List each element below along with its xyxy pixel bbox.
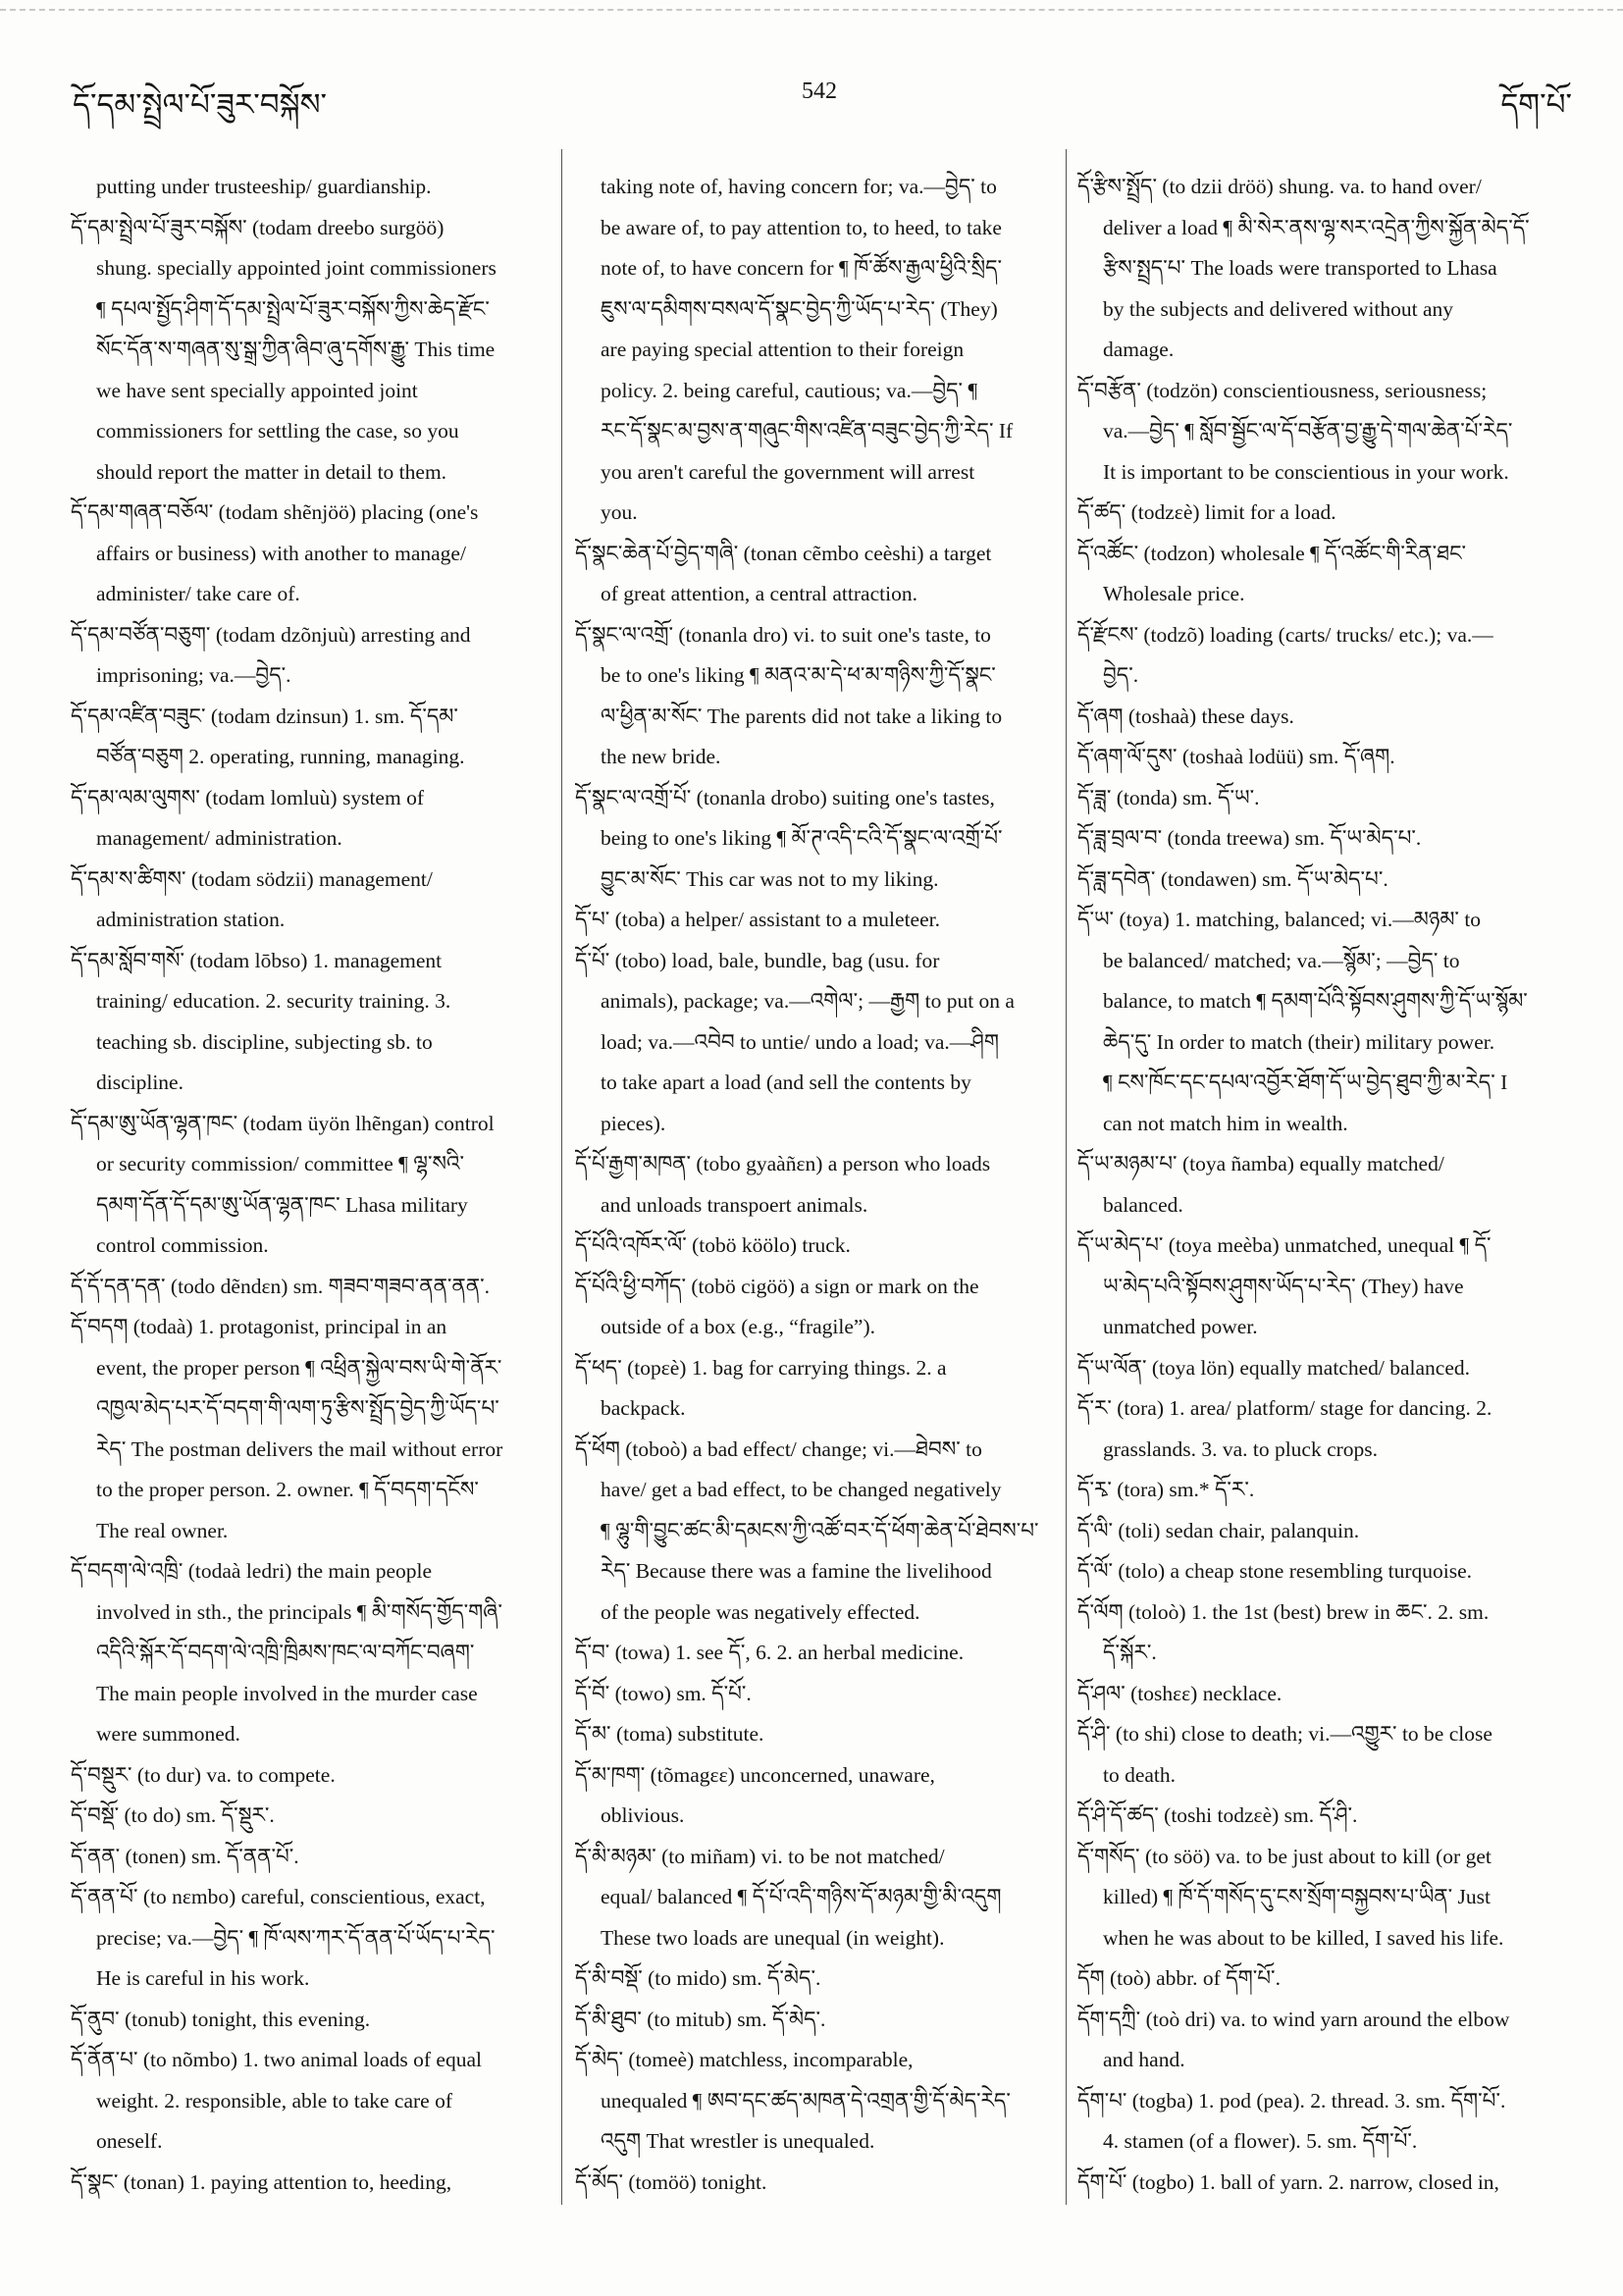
entry-headword-line: དོ་ར་ (tora) 1. area/ platform/ stage for dancing. 2. xyxy=(1077,1396,1492,1420)
entry-headword-line: དོ་ཤི་དོ་ཚད་ (toshi todzεè) sm. དོ་ཤི་. xyxy=(1077,1803,1358,1827)
entry-text-line: weight. 2. responsible, able to take care of xyxy=(96,2088,452,2113)
entry-headword-line: དོ་བསྡོ་ (to do) sm. དོ་སྡུར་. xyxy=(71,1803,275,1827)
dictionary-entry xyxy=(1077,818,1574,860)
entry-headword-line: དོ་མི་མཉམ་ (to miñam) vi. to be not matched/ xyxy=(575,1844,945,1868)
entry-text-line: and hand. xyxy=(1103,2048,1185,2071)
dictionary-entry xyxy=(575,534,1052,615)
entry-text-line: to death. xyxy=(1103,1762,1177,1787)
dictionary-entry xyxy=(575,1958,1052,2000)
entry-headword-line: དོ་ཡ་ (toya) 1. matching, balanced; vi.—མཉམ་ to xyxy=(1077,908,1482,931)
entry-headword-line: དོ་པ་ (toba) a helper/ assistant to a muleteer. xyxy=(575,908,940,931)
dictionary-entry xyxy=(1077,615,1574,697)
dictionary-entry xyxy=(575,1144,1052,1226)
entry-text-line: you aren't careful the government will arrest xyxy=(601,459,975,484)
running-head-right: དོག་པོ་ xyxy=(1500,87,1572,122)
entry-text-line: by the subjects and delivered without any xyxy=(1103,296,1454,321)
dictionary-entry xyxy=(1077,900,1574,1144)
entry-text-line: རང་དོ་སྣང་མ་བྱས་ན་གཞུང་གིས་འཛིན་བཟུང་བྱེད་ཀྱི་རེད་ If xyxy=(601,419,1014,443)
entry-headword-line: དོ་བསྡུར་ (to dur) va. to compete. xyxy=(71,1762,336,1787)
entry-text-line: be balanced/ matched; va.—སྙོམ་; —བྱེད་ to xyxy=(1103,948,1460,972)
entry-text-line: The main people involved in the murder case xyxy=(96,1681,478,1705)
entry-headword-line: དོ་བ་ (towa) 1. see དོ་, 6. 2. an herbal medicine. xyxy=(575,1641,965,1664)
entry-text-line: load; va.—འབེབ to untie/ undo a load; va.—ཤིག xyxy=(601,1029,1000,1054)
entry-text-line: oblivious. xyxy=(601,1803,685,1827)
entry-headword-line: དོ་པོའི་འཁོར་ལོ་ (tobö köölo) truck. xyxy=(575,1233,851,1257)
dictionary-entry xyxy=(71,1551,544,1755)
dictionary-entry xyxy=(1077,737,1574,778)
entry-text-line: policy. 2. being careful, cautious; va.—བྱེད་ ¶ xyxy=(601,378,978,402)
running-head-left: དོ་དམ་སྤྲེལ་པོ་ཟུར་བསྐོས་ xyxy=(73,87,328,122)
dictionary-entry xyxy=(1077,778,1574,819)
entry-text-line: be aware of, to pay attention to, to heed, to take xyxy=(601,215,1002,239)
entry-headword-line: དོ་དམ་བཙོན་བཅུག་ (todam dzõnjuù) arresting and xyxy=(71,622,471,647)
entry-headword-line: དོ་རྭ་ (tora) sm.* དོ་ར་. xyxy=(1077,1478,1255,1501)
dictionary-entry xyxy=(71,1755,544,1797)
dictionary-entry xyxy=(1077,2163,1574,2204)
dictionary-entry xyxy=(575,615,1052,778)
entry-text-line: ཆེད་དུ་ In order to match (their) military power. xyxy=(1103,1029,1495,1054)
dictionary-entry xyxy=(1077,1226,1574,1348)
dictionary-entry xyxy=(71,615,544,697)
entry-text-line: were summoned. xyxy=(96,1722,240,1746)
entry-text-line: དམག་དོན་དོ་དམ་ཨུ་ཡོན་ལྷན་ཁང་ Lhasa military xyxy=(96,1192,468,1217)
entry-headword-line: དོ་ཟླ་ (tonda) sm. དོ་ཡ་. xyxy=(1077,785,1260,809)
entry-headword-line: དོ་ཚད་ (todzεè) limit for a load. xyxy=(1077,500,1336,524)
column-divider-1 xyxy=(561,149,562,2205)
dictionary-entry xyxy=(1077,1470,1574,1511)
entry-text-line: should report the matter in detail to them. xyxy=(96,459,447,484)
entry-text-line: backpack. xyxy=(601,1396,686,1420)
entry-headword-line: དོ་ཕད་ (topεè) 1. bag for carrying things. 2. a xyxy=(575,1355,947,1380)
dictionary-entry xyxy=(71,1307,544,1551)
entry-text-line: These two loads are unequal (in weight). xyxy=(601,1925,945,1950)
entry-text-line: teaching sb. discipline, subjecting sb. to xyxy=(96,1029,433,1054)
entry-text-line: བཙོན་བཅུག 2. operating, running, managing. xyxy=(96,745,465,768)
entry-text-line: The real owner. xyxy=(96,1518,229,1542)
dictionary-entry xyxy=(575,1755,1052,1837)
page-number: 542 xyxy=(802,78,837,104)
entry-text-line: taking note of, having concern for; va.—བྱེད་ to xyxy=(601,175,997,198)
entry-text-line: of great attention, a central attraction. xyxy=(601,582,917,605)
entry-text-line: He is careful in his work. xyxy=(96,1966,310,1990)
entry-text-line: when he was about to be killed, I saved his life. xyxy=(1103,1925,1504,1950)
entry-headword-line: དོ་དམ་འཛིན་བཟུང་ (todam dzinsun) 1. sm. དོ་དམ་ xyxy=(71,704,458,728)
dictionary-entry xyxy=(575,2163,1052,2204)
dictionary-entry xyxy=(575,2040,1052,2163)
entry-text-line: 4. stamen (of a flower). 5. sm. དོག་པོ་. xyxy=(1103,2129,1418,2153)
entry-text-line: to take apart a load (and sell the contents by xyxy=(601,1070,971,1094)
entry-text-line: unequaled ¶ ཨབ་དང་ཚད་མཁན་དེ་འགྲན་གྱི་དོ་མེད་རེད་ xyxy=(601,2088,1011,2113)
dictionary-entry xyxy=(575,900,1052,941)
entry-headword-line: དོ་ལོག (toloò) 1. the 1st (best) brew in ཆང་. 2. sm. xyxy=(1077,1599,1490,1624)
entry-text-line: བྱེད་. xyxy=(1103,663,1139,687)
entry-text-line: རྩིས་སྤྲད་པ་ The loads were transported to Lhasa xyxy=(1103,256,1497,280)
entry-text-line: oneself. xyxy=(96,2129,163,2153)
entry-text-line: ¶ དཔལ་སྤྱོད་ཤིག་དོ་དམ་སྤྲེལ་པོ་ཟུར་བསྐོས་ཀྱིས་ཆེད་རྫོང་ xyxy=(96,296,490,321)
entry-headword-line: དོ་སྣང་ཆེན་པོ་བྱེད་གཞི་ (tonan cẽmbo ceèshi) a target xyxy=(575,541,992,565)
dictionary-entry xyxy=(575,1267,1052,1348)
entry-text-line: རེད་ Because there was a famine the livelihood xyxy=(601,1559,992,1583)
dictionary-entry xyxy=(1077,1551,1574,1592)
entry-headword-line: དོ་དམ་ལམ་ལུགས་ (todam lomluù) system of xyxy=(71,785,424,809)
entry-headword-line: དོ་བརྩོན་ (todzön) conscientiousness, seriousness; xyxy=(1077,378,1488,402)
dictionary-entry xyxy=(575,2000,1052,2041)
entry-headword-line: དོ་སྣང་ (tonan) 1. paying attention to, heeding, xyxy=(71,2169,452,2194)
entry-headword-line: དོ་ཤལ་ (toshεε) necklace. xyxy=(1077,1681,1283,1705)
column-3 xyxy=(1077,167,1574,2218)
column-1 xyxy=(71,167,544,2218)
dictionary-entry xyxy=(71,1104,544,1267)
entry-headword-line: དོ་བདག་ལེ་འཁྲི་ (todaà ledri) the main people xyxy=(71,1559,433,1583)
dictionary-entry xyxy=(1077,1511,1574,1552)
entry-headword-line: དོ་དམ་སློབ་གསོ་ (todam lōbso) 1. management xyxy=(71,948,443,972)
entry-headword-line: དོ་མོད་ (tomöö) tonight. xyxy=(575,2169,767,2194)
dictionary-entry xyxy=(1077,1144,1574,1226)
entry-text-line: སོང་དོན་ས་གཞན་སུ་སྒྲ་ཀྱིན་ཞིབ་ཞུ་དགོས་རྒྱུ་ This time xyxy=(96,338,496,361)
entry-text-line: control commission. xyxy=(96,1233,269,1257)
dictionary-entry xyxy=(1077,371,1574,494)
entry-headword-line: དོ་ནན་ (tonen) sm. དོ་ནན་པོ་. xyxy=(71,1844,299,1868)
dictionary-entry xyxy=(575,1674,1052,1715)
entry-text-line: have/ get a bad effect, to be changed negatively xyxy=(601,1478,1002,1501)
entry-headword-line: དོ་ནོན་པ་ (to nõmbo) 1. two animal loads of equal xyxy=(71,2048,482,2071)
entry-text-line: outside of a box (e.g., “fragile”). xyxy=(601,1315,875,1338)
entry-text-line: pieces). xyxy=(601,1111,666,1135)
entry-headword-line: དོ་སྣང་ལ་འགྲོ་ (tonanla dro) vi. to suit one's taste, to xyxy=(575,622,991,647)
dictionary-entry xyxy=(1077,1714,1574,1796)
entry-text-line: of the people was negatively effected. xyxy=(601,1599,920,1624)
dictionary-entry xyxy=(1077,2000,1574,2081)
entry-text-line: balanced. xyxy=(1103,1192,1183,1217)
entry-text-line: deliver a load ¶ མི་སེར་ནས་ལྷ་སར་འདྲེན་ཀྱིས་སྐྱོན་མེད་དོ་ xyxy=(1103,215,1530,239)
dictionary-entry xyxy=(71,2163,544,2204)
entry-text-line: being to one's liking ¶ མོ་ཊ་འདི་ངའི་དོ་སྣང་ལ་འགྲོ་པོ་ xyxy=(601,826,1003,850)
entry-text-line: note of, to have concern for ¶ ཁོ་ཚོས་རྒྱལ་ཕྱིའི་སྲིད་ xyxy=(601,256,1003,280)
dictionary-entry xyxy=(71,778,544,860)
dictionary-entry xyxy=(575,941,1052,1145)
entry-text-line: we have sent specially appointed joint xyxy=(96,378,418,402)
entry-headword-line: དོ་མི་ཐུབ་ (to mitub) sm. དོ་མེད་. xyxy=(575,2007,826,2031)
dictionary-entry xyxy=(1077,167,1574,371)
entry-headword-line: དོ་དམ་ས་ཚིགས་ (todam södzii) management/ xyxy=(71,866,433,891)
dictionary-entry xyxy=(1077,1348,1574,1389)
entry-headword-line: དོ་ནུབ་ (tonub) tonight, this evening. xyxy=(71,2007,371,2031)
entry-text-line: management/ administration. xyxy=(96,826,342,850)
entry-text-line: damage. xyxy=(1103,338,1175,361)
entry-headword-line: དོ་བོ་ (towo) sm. དོ་པོ་. xyxy=(575,1681,752,1705)
dictionary-entry xyxy=(575,1348,1052,1430)
dictionary-entry xyxy=(71,167,544,208)
entry-text-line: ¶ ལྷུ་གི་བྱུང་ཚང་མི་དམངས་ཀྱི་འཚོ་བར་དོ་ཕོག་ཆེན་པོ་ཐེབས་པ་ xyxy=(601,1518,1039,1542)
entry-text-line: va.—བྱེད་ ¶ སློབ་སྦྱོང་ལ་དོ་བརྩོན་བྱ་རྒྱུ་དེ་གལ་ཆེན་པོ་རེད་ xyxy=(1103,419,1513,443)
dictionary-entry xyxy=(1077,1958,1574,2000)
entry-text-line: imprisoning; va.—བྱེད་. xyxy=(96,663,291,687)
entry-text-line: It is important to be conscientious in your work. xyxy=(1103,459,1509,484)
entry-headword-line: དོ་པོའི་ཕྱི་བཀོད་ (tobö cigöö) a sign or mark on the xyxy=(575,1274,979,1298)
dictionary-entry xyxy=(1077,1837,1574,1959)
entry-text-line: putting under trusteeship/ guardianship. xyxy=(96,175,432,198)
dictionary-entry xyxy=(71,208,544,494)
entry-headword-line: དོ་མ་ཁག་ (tõmagεε) unconcerned, unaware, xyxy=(575,1762,935,1787)
entry-text-line: you. xyxy=(601,500,638,524)
entry-text-line: ལ་ཕྱིན་མ་སོང་ The parents did not take a liking to xyxy=(601,704,1003,728)
entry-headword-line: དོ་རྫོངས་ (todzõ) loading (carts/ trucks/ etc.); va.— xyxy=(1077,622,1493,647)
entry-text-line: equal/ balanced ¶ དོ་པོ་འདི་གཉིས་དོ་མཉམ་གྱི་མི་འདུག xyxy=(601,1885,1002,1908)
dictionary-entry xyxy=(71,2000,544,2041)
dictionary-entry xyxy=(1077,1388,1574,1470)
entry-headword-line: དོ་བདག (todaà) 1. protagonist, principal in an xyxy=(71,1315,447,1338)
entry-text-line: administration station. xyxy=(96,908,286,931)
dictionary-entry xyxy=(71,1796,544,1837)
entry-headword-line: དོ་ཕོག (toboò) a bad effect/ change; vi.—ཐེབས་ to xyxy=(575,1436,982,1461)
entry-text-line: animals), package; va.—འགེལ་; —རྒྱག to put on a xyxy=(601,989,1015,1013)
entry-headword-line: དོ་དམ་སྤྲེལ་པོ་ཟུར་བསྐོས་ (todam dreebo surgöö) xyxy=(71,215,445,239)
dictionary-entry xyxy=(71,697,544,778)
entry-headword-line: དོ་དམ་གཞན་བཅོལ་ (todam shẽnjöö) placing (one's xyxy=(71,500,479,524)
entry-text-line: ¶ ངས་ཁོང་དང་དཔལ་འབྱོར་ཐོག་དོ་ཡ་བྱེད་ཐུབ་ཀྱི་མ་རེད་ I xyxy=(1103,1070,1508,1094)
dictionary-entry xyxy=(575,1430,1052,1634)
entry-text-line: the new bride. xyxy=(601,745,721,768)
entry-headword-line: དོ་པོ་ (tobo) load, bale, bundle, bag (usu. for xyxy=(575,948,940,972)
entry-text-line: be to one's liking ¶ མནའ་མ་དེ་ཕ་མ་གཉིས་ཀྱི་དོ་སྣང་ xyxy=(601,663,996,687)
entry-text-line: affairs or business) with another to manage/ xyxy=(96,541,466,565)
dictionary-entry xyxy=(1077,860,1574,901)
column-2 xyxy=(575,167,1052,2218)
entry-headword-line: དོ་ལི་ (toli) sedan chair, palanquin. xyxy=(1077,1518,1360,1542)
entry-headword-line: དོ་ཞག་ལོ་དུས་ (toshaà lodüü) sm. དོ་ཞག. xyxy=(1077,745,1395,768)
entry-headword-line: དོ་མ་ (toma) substitute. xyxy=(575,1722,764,1746)
entry-text-line: precise; va.—བྱེད་ ¶ ཁོ་ལས་ཀར་དོ་ནན་པོ་ཡོད་པ་རེད་ xyxy=(96,1925,496,1950)
entry-text-line: killed) ¶ ཁོ་དོ་གསོད་དུ་ངས་སྲོག་བསྐྱབས་པ་ཡིན་ Just xyxy=(1103,1885,1491,1908)
dictionary-entry xyxy=(1077,1796,1574,1837)
entry-text-line: Wholesale price. xyxy=(1103,582,1245,605)
dictionary-entry xyxy=(1077,2081,1574,2163)
entry-headword-line: དོ་པོ་རྒྱག་མཁན་ (tobo gyaàñεn) a person who loads xyxy=(575,1152,991,1175)
dictionary-entry xyxy=(575,167,1052,534)
entry-text-line: འདིའི་སྐོར་དོ་བདག་ལེ་འཁྲི་ཁྲིམས་ཁང་ལ་བཀོང་བཞག་ xyxy=(96,1641,475,1664)
entry-text-line: to the proper person. 2. owner. ¶ དོ་བདག་དངོས་ xyxy=(96,1478,479,1501)
dictionary-entry xyxy=(1077,1674,1574,1715)
entry-text-line: balance, to match ¶ དམག་པོའི་སྟོབས་ཤུགས་ཀྱི་དོ་ཡ་སྙོམ་ xyxy=(1103,989,1528,1013)
entry-headword-line: དོག་པ་ (togba) 1. pod (pea). 2. thread. 3. sm. དོག་པོ་. xyxy=(1077,2088,1506,2113)
dictionary-entry xyxy=(575,1633,1052,1674)
dictionary-entry xyxy=(1077,493,1574,534)
entry-headword-line: དོ་མེད་ (tomeè) matchless, incomparable, xyxy=(575,2048,914,2071)
dictionary-entry xyxy=(575,778,1052,901)
dictionary-entry xyxy=(71,1837,544,1878)
entry-text-line: administer/ take care of. xyxy=(96,582,300,605)
entry-text-line: or security commission/ committee ¶ ལྷ་སའི་ xyxy=(96,1152,465,1175)
dictionary-entry xyxy=(71,941,544,1104)
entry-headword-line: དོག (toò) abbr. of དོག་པོ་. xyxy=(1077,1966,1281,1990)
entry-text-line: grasslands. 3. va. to pluck crops. xyxy=(1103,1436,1379,1461)
dictionary-entry xyxy=(71,493,544,615)
entry-headword-line: དོ་ལོ་ (tolo) a cheap stone resembling turquoise. xyxy=(1077,1559,1473,1583)
dictionary-entry xyxy=(575,1714,1052,1755)
entry-text-line: are paying special attention to their foreign xyxy=(601,338,965,361)
dictionary-entry xyxy=(71,1877,544,2000)
entry-headword-line: དོ་ཟླ་དབེན་ (tondawen) sm. དོ་ཡ་མེད་པ་. xyxy=(1077,866,1388,891)
entry-headword-line: དོ་གསོད་ (to söö) va. to be just about to kill (or get xyxy=(1077,1844,1492,1868)
entry-headword-line: དོ་མི་བསྡོ་ (to mido) sm. དོ་མེད་. xyxy=(575,1966,821,1990)
entry-text-line: ཡ་མེད་པའི་སྟོབས་ཤུགས་ཡོད་པ་རེད་ (They) have xyxy=(1103,1274,1464,1298)
entry-text-line: བྱུང་མ་སོང་ This car was not to my liking. xyxy=(601,866,939,891)
entry-headword-line: དོ་ཞག (toshaà) these days. xyxy=(1077,704,1294,728)
entry-text-line: shung. specially appointed joint commissioners xyxy=(96,256,497,280)
entry-headword-line: དོ་ཡ་མེད་པ་ (toya meèba) unmatched, unequal ¶ དོ་ xyxy=(1077,1233,1492,1257)
dictionary-entry xyxy=(71,1267,544,1308)
entry-headword-line: དོ་རྩིས་སྤྲོད་ (to dzii dröö) shung. va. to hand over/ xyxy=(1077,175,1482,198)
entry-headword-line: དོ་ཤི་ (to shi) close to death; vi.—འགྱུར་ to be close xyxy=(1077,1722,1492,1746)
entry-headword-line: དོ་སྣང་ལ་འགྲོ་པོ་ (tonanla drobo) suiting one's tastes, xyxy=(575,785,995,809)
entry-text-line: ཇུས་ལ་དམིགས་བསལ་དོ་སྣང་བྱེད་ཀྱི་ཡོད་པ་རེད་ (They) xyxy=(601,296,998,321)
entry-text-line: event, the proper person ¶ འཕྲིན་སྐྱེལ་བས་ཡི་གེ་ནོར་ xyxy=(96,1355,502,1380)
dictionary-entry xyxy=(1077,534,1574,615)
entry-text-line: འདུག That wrestler is unequaled. xyxy=(601,2129,875,2153)
scan-edge-line xyxy=(0,9,1623,11)
entry-headword-line: དོ་འཚོང་ (todzon) wholesale ¶ དོ་འཚོང་གི་རིན་ཐང་ xyxy=(1077,541,1467,565)
dictionary-entry xyxy=(71,2040,544,2163)
entry-text-line: involved in sth., the principals ¶ མི་གསོད་གྱོད་གཞི་ xyxy=(96,1599,502,1624)
entry-headword-line: དོ་དམ་ཨུ་ཡོན་ལྷན་ཁང་ (todam üyön lhẽngan) control xyxy=(71,1111,495,1135)
dictionary-entry xyxy=(575,1226,1052,1267)
entry-text-line: འཁྱལ་མེད་པར་དོ་བདག་གི་ལག་ཏུ་རྩིས་སྤྲོད་བྱེད་ཀྱི་ཡོད་པ་ xyxy=(96,1396,499,1420)
dictionary-entry xyxy=(1077,697,1574,738)
entry-headword-line: དོ་ནན་པོ་ (to nεmbo) careful, conscientious, exact, xyxy=(71,1885,486,1908)
dictionary-entry xyxy=(575,1837,1052,1959)
entry-text-line: can not match him in wealth. xyxy=(1103,1111,1348,1135)
entry-text-line: unmatched power. xyxy=(1103,1315,1258,1338)
entry-text-line: རེད་ The postman delivers the mail without error xyxy=(96,1436,503,1461)
entry-headword-line: དོ་ཟླ་བྲལ་བ་ (tonda treewa) sm. དོ་ཡ་མེད་པ་. xyxy=(1077,826,1422,850)
entry-headword-line: དོ་ཡ་ལོན་ (toya lön) equally matched/ balanced. xyxy=(1077,1355,1470,1380)
entry-headword-line: དོག་པོ་ (togbo) 1. ball of yarn. 2. narrow, closed in, xyxy=(1077,2169,1499,2194)
entry-text-line: discipline. xyxy=(96,1070,183,1094)
entry-text-line: commissioners for settling the case, so you xyxy=(96,419,459,443)
entry-headword-line: དོ་ཡ་མཉམ་པ་ (toya ñamba) equally matched/ xyxy=(1077,1152,1444,1175)
entry-text-line: and unloads transpoert animals. xyxy=(601,1192,868,1217)
dictionary-entry xyxy=(1077,1592,1574,1674)
column-divider-2 xyxy=(1066,149,1067,2205)
entry-text-line: དོ་སྐོར་. xyxy=(1103,1641,1157,1664)
dictionary-entry xyxy=(71,860,544,941)
entry-headword-line: དོ་དོ་དན་དན་ (todo dẽndεn) sm. གཟབ་གཟབ་ནན་ནན་. xyxy=(71,1274,491,1298)
entry-headword-line: དོག་དཀྲི་ (toò dri) va. to wind yarn around the elbow xyxy=(1077,2007,1510,2031)
entry-text-line: training/ education. 2. security training. 3. xyxy=(96,989,451,1013)
